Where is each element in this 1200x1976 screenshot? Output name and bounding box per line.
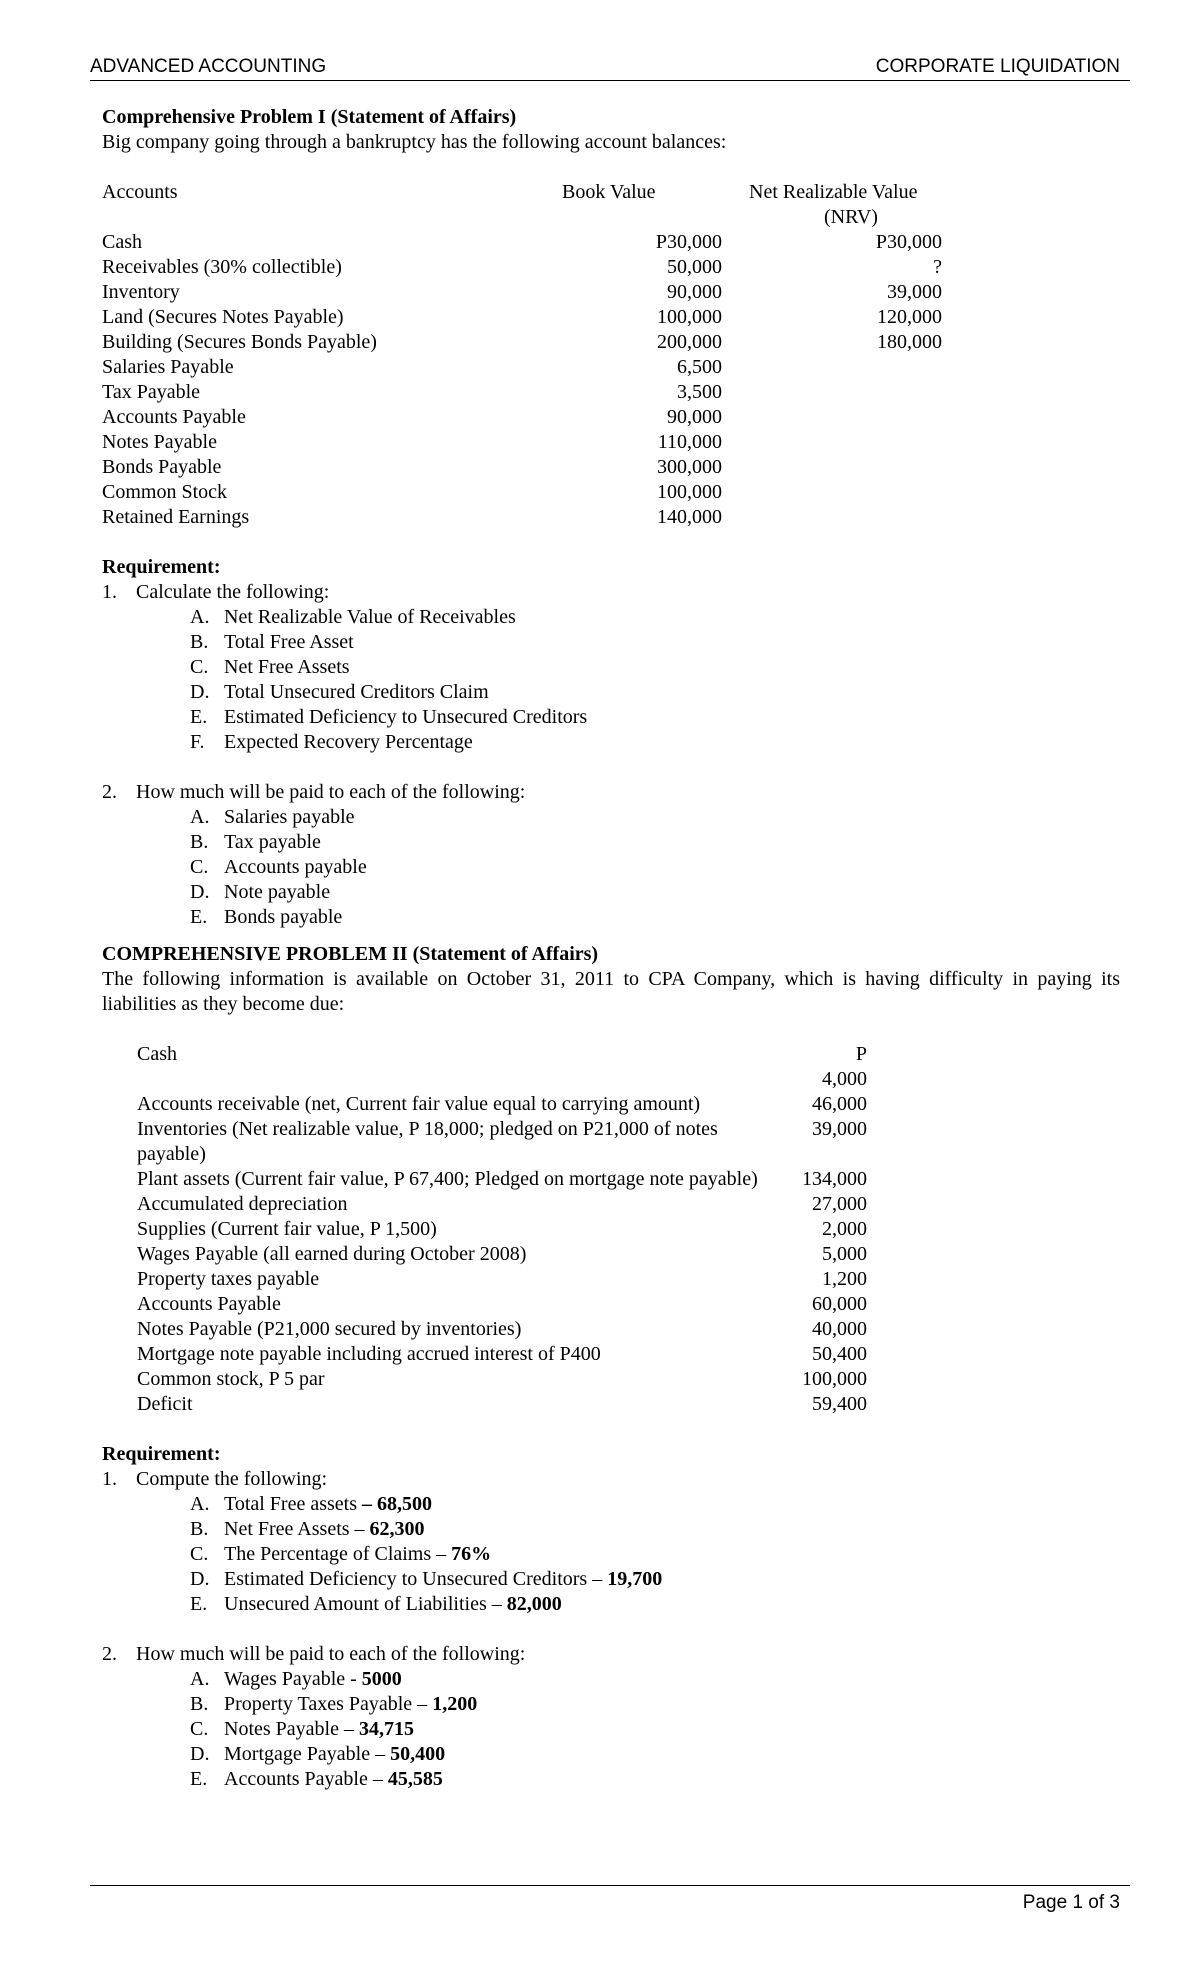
list-text: Accounts payable <box>224 856 367 878</box>
p1-account-row <box>102 505 1122 530</box>
page-footer <box>90 1885 1130 1913</box>
list-text: Wages Payable - <box>224 1668 362 1690</box>
p1-book-value: P30,000 <box>655 231 722 253</box>
p2-req1-text: Compute the following: <box>136 1468 328 1490</box>
list-item <box>102 730 1122 755</box>
p1-account-row <box>102 355 1122 380</box>
p1-book-value: 140,000 <box>657 506 722 528</box>
p1-account-row <box>102 405 1122 430</box>
list-text: Accounts Payable – <box>224 1768 388 1790</box>
list-letter: D. <box>190 1743 210 1765</box>
p2-account-row <box>137 1392 867 1417</box>
list-text: Tax payable <box>224 831 321 853</box>
p2-account-amount: 60,000 <box>812 1293 867 1315</box>
p2-account-row <box>137 1292 867 1317</box>
p2-account-row <box>137 1267 867 1292</box>
list-letter: C. <box>190 656 209 678</box>
list-letter: D. <box>190 881 210 903</box>
list-text: Mortgage Payable – <box>224 1743 391 1765</box>
list-item <box>102 705 1122 730</box>
p2-requirement-title: Requirement: <box>102 1443 221 1465</box>
list-letter: E. <box>190 1768 208 1790</box>
p1-req1-text: Calculate the following: <box>136 581 330 603</box>
p2-account-desc: Mortgage note payable including accrued interest of P400 <box>137 1343 601 1365</box>
list-item <box>102 1742 1122 1767</box>
p2-account-amount: 5,000 <box>822 1243 867 1265</box>
p2-account-row <box>137 1242 867 1267</box>
list-letter: E. <box>190 906 208 928</box>
list-answer: 50,400 <box>390 1743 446 1765</box>
p2-account-desc: Accumulated depreciation <box>137 1193 348 1215</box>
list-letter: D. <box>190 1568 210 1590</box>
p2-req2 <box>102 1642 1122 1667</box>
col-nrv: Net Realizable Value <box>749 181 918 203</box>
p2-account-amount: 50,400 <box>812 1343 867 1365</box>
list-text: Estimated Deficiency to Unsecured Creditors – <box>224 1568 608 1590</box>
list-letter: E. <box>190 706 208 728</box>
list-item <box>102 905 1122 930</box>
p2-req2-text: How much will be paid to each of the following: <box>136 1643 526 1665</box>
p1-account-name: Bonds Payable <box>102 456 222 478</box>
p1-account-name: Salaries Payable <box>102 356 234 378</box>
list-letter: A. <box>190 606 210 628</box>
list-text: The Percentage of Claims – <box>224 1543 452 1565</box>
p1-nrv-value: 39,000 <box>887 281 942 303</box>
p2-req2-num: 2. <box>102 1643 117 1665</box>
p1-book-value: 3,500 <box>677 381 722 403</box>
p1-account-name: Retained Earnings <box>102 506 250 528</box>
list-item <box>102 1492 1122 1517</box>
list-item <box>102 830 1122 855</box>
p2-account-desc: Accounts receivable (net, Current fair value equal to carrying amount) <box>137 1093 701 1115</box>
p1-account-name: Inventory <box>102 281 180 303</box>
p1-title: Comprehensive Problem I (Statement of Affairs) <box>102 106 517 128</box>
p1-req1-num: 1. <box>102 581 117 603</box>
p2-cash-amount: 4,000 <box>822 1068 867 1090</box>
list-text: Salaries payable <box>224 806 355 828</box>
p2-account-row <box>137 1167 867 1192</box>
p1-book-value: 50,000 <box>667 256 722 278</box>
page-header <box>90 52 1130 81</box>
list-text: Total Free Asset <box>224 631 354 653</box>
p1-book-value: 100,000 <box>657 306 722 328</box>
p1-account-name: Cash <box>102 231 142 253</box>
p2-title: COMPREHENSIVE PROBLEM II (Statement of Affairs) <box>102 943 599 965</box>
header-right: CORPORATE LIQUIDATION <box>875 56 1120 77</box>
p1-account-row <box>102 230 1122 255</box>
p1-req2-list <box>102 805 1122 930</box>
list-answer: 5000 <box>361 1668 402 1690</box>
list-letter: A. <box>190 806 210 828</box>
p1-account-row <box>102 305 1122 330</box>
list-letter: E. <box>190 1593 208 1615</box>
p1-account-row <box>102 430 1122 455</box>
list-answer: 82,000 <box>506 1593 562 1615</box>
list-text: Property Taxes Payable – <box>224 1693 433 1715</box>
p2-req1 <box>102 1467 1122 1492</box>
list-text: Net Free Assets – <box>224 1518 370 1540</box>
p2-account-desc: Notes Payable (P21,000 secured by inventories) <box>137 1318 522 1340</box>
p1-book-value: 90,000 <box>667 281 722 303</box>
p2-account-amount: 2,000 <box>822 1218 867 1240</box>
p1-nrv-value: ? <box>933 256 942 278</box>
p2-account-amount: 27,000 <box>812 1193 867 1215</box>
list-letter: A. <box>190 1493 210 1515</box>
list-item <box>102 1567 1122 1592</box>
p2-req1-num: 1. <box>102 1468 117 1490</box>
col-accounts: Accounts <box>102 181 178 203</box>
p1-table-header <box>102 180 1122 205</box>
p2-account-amount: 59,400 <box>812 1393 867 1415</box>
p2-account-desc: Common stock, P 5 par <box>137 1368 325 1390</box>
list-text: Unsecured Amount of Liabilities – <box>224 1593 507 1615</box>
list-answer: – 68,500 <box>362 1493 433 1515</box>
p2-row-cash <box>137 1042 867 1067</box>
p2-account-amount: 134,000 <box>802 1168 867 1190</box>
list-item <box>102 630 1122 655</box>
p1-req1 <box>102 580 1122 605</box>
p1-account-row <box>102 380 1122 405</box>
list-item <box>102 655 1122 680</box>
list-item <box>102 1517 1122 1542</box>
p1-nrv-value: P30,000 <box>875 231 942 253</box>
p1-account-name: Land (Secures Notes Payable) <box>102 306 344 328</box>
list-answer: 62,300 <box>369 1518 425 1540</box>
p2-account-amount: 100,000 <box>802 1368 867 1390</box>
p2-account-row <box>137 1117 867 1167</box>
p1-account-name: Common Stock <box>102 481 228 503</box>
list-item <box>102 855 1122 880</box>
list-letter: C. <box>190 856 209 878</box>
col-book-value: Book Value <box>562 181 656 203</box>
list-item <box>102 1767 1122 1792</box>
list-text: Net Realizable Value of Receivables <box>224 606 516 628</box>
p2-account-desc: Supplies (Current fair value, P 1,500) <box>137 1218 437 1240</box>
list-text: Total Free assets <box>224 1493 363 1515</box>
p2-account-desc: Plant assets (Current fair value, P 67,400; Pledged on mortgage note payable) <box>137 1168 758 1190</box>
p2-account-desc: Inventories (Net realizable value, P 18,000; pledged on P21,000 of notes payable) <box>137 1118 718 1165</box>
list-answer: 45,585 <box>387 1768 443 1790</box>
list-text: Expected Recovery Percentage <box>224 731 473 753</box>
list-item <box>102 1542 1122 1567</box>
p2-req2-list <box>102 1667 1122 1792</box>
p2-account-row <box>137 1342 867 1367</box>
p2-currency: P <box>855 1043 867 1065</box>
p2-account-desc: Accounts Payable <box>137 1293 281 1315</box>
list-letter: D. <box>190 681 210 703</box>
p1-req2 <box>102 780 1122 805</box>
p2-account-amount: 39,000 <box>812 1118 867 1140</box>
p1-book-value: 110,000 <box>657 431 722 453</box>
p2-account-desc: Property taxes payable <box>137 1268 320 1290</box>
list-answer: 1,200 <box>432 1693 478 1715</box>
list-item <box>102 880 1122 905</box>
p1-req1-list <box>102 605 1122 755</box>
p2-row-cash-amount <box>137 1067 867 1092</box>
list-item <box>102 1592 1122 1617</box>
p1-intro: Big company going through a bankruptcy has the following account balances: <box>102 131 727 153</box>
p1-accounts-table <box>102 230 1122 530</box>
list-letter: B. <box>190 831 209 853</box>
list-text: Note payable <box>224 881 331 903</box>
page-number: Page 1 of 3 <box>1022 1892 1120 1913</box>
header-left: ADVANCED ACCOUNTING <box>90 56 327 77</box>
list-letter: B. <box>190 1518 209 1540</box>
p1-account-row <box>102 255 1122 280</box>
list-answer: 19,700 <box>607 1568 663 1590</box>
p1-nrv-value: 120,000 <box>877 306 942 328</box>
p2-accounts-table <box>137 1042 867 1417</box>
list-answer: 76% <box>451 1543 492 1565</box>
p1-account-row <box>102 480 1122 505</box>
p1-req2-num: 2. <box>102 781 117 803</box>
p1-account-name: Building (Secures Bonds Payable) <box>102 331 377 353</box>
p2-account-amount: 46,000 <box>812 1093 867 1115</box>
list-item <box>102 1717 1122 1742</box>
col-nrv-abbrev: (NRV) <box>824 206 878 228</box>
p2-account-desc: Wages Payable (all earned during October 2008) <box>137 1243 527 1265</box>
p2-account-row <box>137 1217 867 1242</box>
list-item <box>102 1667 1122 1692</box>
p2-req1-list <box>102 1492 1122 1617</box>
p2-account-amount: 40,000 <box>812 1318 867 1340</box>
list-item <box>102 1692 1122 1717</box>
list-letter: B. <box>190 631 209 653</box>
p1-account-name: Notes Payable <box>102 431 217 453</box>
p1-account-name: Receivables (30% collectible) <box>102 256 342 278</box>
p2-account-row <box>137 1367 867 1392</box>
document-body <box>102 105 1122 1792</box>
list-item <box>102 680 1122 705</box>
p1-table-header-2 <box>102 205 1122 230</box>
p2-account-row <box>137 1192 867 1217</box>
list-text: Net Free Assets <box>224 656 350 678</box>
p2-account-amount: 1,200 <box>822 1268 867 1290</box>
list-item <box>102 605 1122 630</box>
list-answer: 34,715 <box>358 1718 414 1740</box>
p2-account-row <box>137 1092 867 1117</box>
list-text: Bonds payable <box>224 906 343 928</box>
p2-account-row <box>137 1317 867 1342</box>
p1-book-value: 90,000 <box>667 406 722 428</box>
list-text: Total Unsecured Creditors Claim <box>224 681 489 703</box>
list-text: Estimated Deficiency to Unsecured Creditors <box>224 706 588 728</box>
p1-account-row <box>102 280 1122 305</box>
p1-account-row <box>102 330 1122 355</box>
p2-intro: The following information is available on October 31, 2011 to CPA Company, which is having difficulty in paying its liabilities as they become due: <box>102 968 1120 1015</box>
list-letter: F. <box>190 731 205 753</box>
p1-account-name: Accounts Payable <box>102 406 246 428</box>
p1-account-name: Tax Payable <box>102 381 201 403</box>
list-item <box>102 805 1122 830</box>
p1-book-value: 6,500 <box>677 356 722 378</box>
p2-cash-label: Cash <box>137 1043 177 1065</box>
p2-account-desc: Deficit <box>137 1393 193 1415</box>
list-letter: C. <box>190 1718 209 1740</box>
list-letter: A. <box>190 1668 210 1690</box>
list-letter: B. <box>190 1693 209 1715</box>
p1-book-value: 100,000 <box>657 481 722 503</box>
p1-book-value: 200,000 <box>657 331 722 353</box>
p1-req2-text: How much will be paid to each of the following: <box>136 781 526 803</box>
list-text: Notes Payable – <box>224 1718 359 1740</box>
p1-book-value: 300,000 <box>657 456 722 478</box>
p1-nrv-value: 180,000 <box>877 331 942 353</box>
list-letter: C. <box>190 1543 209 1565</box>
p1-requirement-title: Requirement: <box>102 556 221 578</box>
p1-account-row <box>102 455 1122 480</box>
